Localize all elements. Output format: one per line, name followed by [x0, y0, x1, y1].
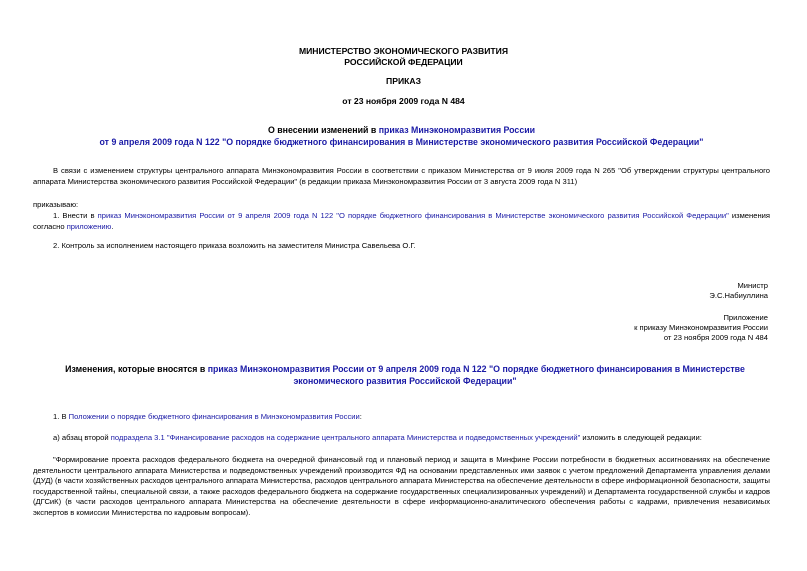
order-item-2: 2. Контроль за исполнением настоящего приказа возложить на заместителя Министра Савельева О.Г. [53, 241, 416, 250]
order-word: приказываю: [33, 200, 79, 209]
item1-link-order[interactable]: приказ Минэкономразвития России от 9 апреля 2009 года N 122 "О порядке бюджетного финансирования в Министерстве экономического развития Российской Федерации" [97, 211, 729, 220]
ministry-name-line1: МИНИСТЕРСТВО ЭКОНОМИЧЕСКОГО РАЗВИТИЯ [298, 46, 509, 56]
item1-middle: изменения согласно [33, 211, 770, 231]
change-a-prefix: а) абзац второй [53, 433, 111, 442]
document-date: от 23 ноября 2009 года N 484 [342, 96, 465, 106]
document-type: ПРИКАЗ [386, 76, 421, 86]
document-title [33, 125, 770, 148]
appendix-order-ref: к приказу Минэкономразвития России [634, 323, 768, 332]
preamble-paragraph: В связи с изменением структуры центрального аппарата Минэкономразвития России в соответствии с приказом Министерства от 9 июля 2009 года N 265 "Об утверждении структуры центрального аппарата Министерства экономического развития Российской Федерации" (в редакции приказа Минэкономразвития России от 3 августа 2009 года N 311) [33, 166, 770, 186]
change1-link-regulation[interactable]: Положении о порядке бюджетного финансирования в Минэкономразвития России [68, 412, 360, 421]
change-item-1 [33, 412, 770, 423]
item1-prefix: 1. Внести в [53, 211, 98, 220]
item1-end: . [111, 221, 114, 231]
change1-prefix: 1. В [53, 412, 69, 421]
change1-end: : [359, 412, 362, 421]
appendix-label: Приложение [723, 313, 768, 322]
signature-position: Министр [737, 281, 768, 290]
quoted-new-text: "Формирование проекта расходов федерального бюджета на очередной финансовый год и плановый период и защита в Минфине России потребности в бюджетных ассигнованиях на обеспечение деятельности центрального аппарата Министерства и подведомственных учреждений производится ФД на основании представленных ими заявок с учетом предложений Департамента управления делами (ДУД) (в части хозяйственных расходов центрального аппарата Министерства, расходов центрального аппарата Министерства на обеспечение деятельности в сфере информационной безопасности, защиты государственной тайны, специальной связи, а также расходов федерального бюджета на содержание государственных специализированных учреждений) и Департамента государственной службы и кадров (ДГСиК) (в части расходов центрального аппарата Министерства на обеспечение деятельности в сфере информационно-аналитического обеспечения работы с кадрами, привлечения независимых экспертов в комиссии Министерства по кадровым вопросам). [33, 455, 770, 517]
item1-link-appendix[interactable]: приложению [66, 221, 112, 231]
title-link-order[interactable]: приказ Минэкономразвития России [378, 125, 536, 135]
appendix-order-date: от 23 ноября 2009 года N 484 [663, 333, 768, 342]
changes-title [60, 364, 750, 387]
order-item-1 [33, 211, 770, 232]
change-a-link-subsection[interactable]: подраздела 3.1 "Финансирование расходов на содержание центрального аппарата Министерства и подведомственных учреждений" [110, 433, 581, 442]
title-link-order-details[interactable]: от 9 апреля 2009 года N 122 "О порядке бюджетного финансирования в Министерстве экономического развития Российской Федерации" [99, 136, 704, 147]
changes-title-link[interactable]: приказ Минэкономразвития России от 9 апреля 2009 года N 122 "О порядке бюджетного финансирования в Министерстве экономического развития Российской Федерации" [207, 364, 745, 386]
signature-name: Э.С.Набиуллина [709, 291, 768, 300]
ministry-name-line2: РОССИЙСКОЙ ФЕДЕРАЦИИ [344, 57, 463, 67]
changes-title-prefix: Изменения, которые вносятся в [65, 364, 208, 374]
title-prefix: О внесении изменений в [267, 125, 379, 135]
change-item-a [33, 433, 770, 444]
change-a-end: изложить в следующей редакции: [580, 433, 702, 442]
